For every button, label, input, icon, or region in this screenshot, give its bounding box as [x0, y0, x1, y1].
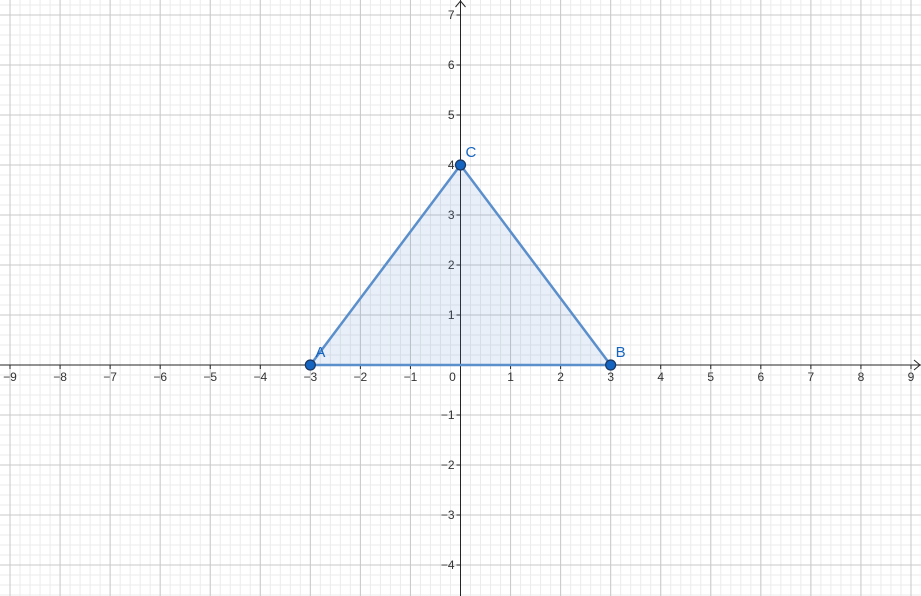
x-tick-label: 4: [657, 370, 665, 384]
y-tick-label: −4: [440, 558, 455, 572]
x-tick-label: −5: [203, 370, 218, 384]
y-tick-label: 4: [447, 158, 455, 172]
x-tick-label: 0: [449, 370, 456, 384]
y-tick-label: 5: [447, 108, 455, 122]
y-tick-label: 7: [447, 8, 455, 22]
x-tick-label: 9: [907, 370, 915, 384]
x-tick-label: −2: [353, 370, 368, 384]
y-tick-label: −2: [440, 458, 455, 472]
x-tick-label: 5: [707, 370, 715, 384]
y-tick-label: 2: [447, 258, 455, 272]
x-tick-label: 7: [807, 370, 815, 384]
x-tick-label: −9: [3, 370, 17, 384]
point-b[interactable]: [606, 360, 616, 370]
x-tick-label: 3: [607, 370, 615, 384]
x-tick-label: 2: [557, 370, 564, 384]
y-tick-label: −3: [440, 508, 455, 522]
x-tick-label: −7: [103, 370, 117, 384]
y-tick-label: 1: [447, 308, 455, 322]
point-label-b: B: [615, 344, 626, 361]
x-tick-label: −4: [253, 370, 268, 384]
y-tick-label: 3: [447, 208, 455, 222]
point-c[interactable]: [456, 160, 466, 170]
point-label-a: A: [315, 344, 326, 361]
y-tick-label: −1: [440, 408, 455, 422]
x-tick-label: 6: [757, 370, 765, 384]
x-tick-label: −3: [303, 370, 318, 384]
x-tick-label: −6: [153, 370, 168, 384]
y-tick-label: 6: [447, 58, 455, 72]
point-label-c: C: [465, 144, 477, 161]
x-tick-label: −1: [403, 370, 418, 384]
x-tick-label: −8: [53, 370, 67, 384]
point-a[interactable]: [305, 360, 315, 370]
x-tick-label: 8: [857, 370, 865, 384]
x-tick-label: 1: [507, 370, 514, 384]
